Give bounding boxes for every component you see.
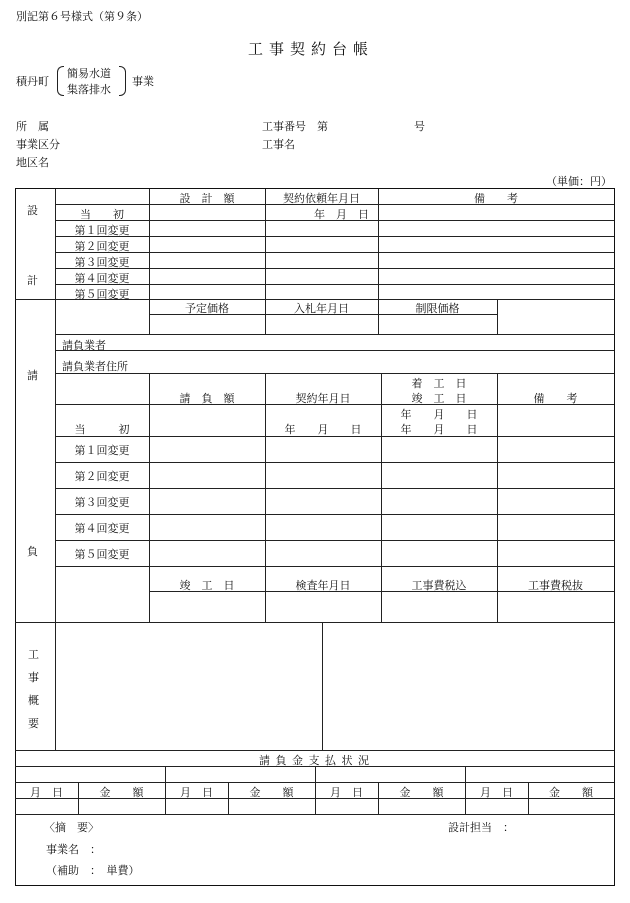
design-row-initial: 当 初: [80, 208, 124, 221]
page-title: 工事契約台帳: [248, 40, 375, 58]
contract-side-top: 請: [27, 369, 38, 382]
brace-item-water: 簡易水道: [67, 67, 111, 80]
cost-excl-tax-header: 工事費税抜: [528, 579, 583, 592]
contract-row-change-2: 第２回変更: [74, 470, 130, 483]
design-row-change-3: 第３回変更: [74, 256, 130, 269]
payment-amount-header-2: 金 額: [249, 786, 294, 799]
unit-label: （単価：円）: [546, 175, 612, 188]
design-side-bottom: 計: [27, 274, 38, 287]
right-brace: [119, 66, 126, 96]
payment-date-header-4: 月 日: [480, 786, 513, 799]
contract-date-placeholder: 年 月 日: [284, 423, 362, 436]
project-name-label: 事業名 ：: [46, 843, 101, 856]
project-type-label: 事業区分: [16, 138, 60, 151]
contract-row-change-1: 第１回変更: [74, 444, 130, 457]
designer-label: 設計担当 ：: [448, 821, 514, 834]
completion-date-placeholder: 年 月 日: [400, 423, 478, 436]
start-date-placeholder: 年 月 日: [400, 408, 478, 421]
contract-remarks-header: 備 考: [533, 392, 578, 405]
design-row-change-2: 第２回変更: [74, 240, 130, 253]
limit-price-header: 制限価格: [415, 302, 460, 315]
summary-char-2: 事: [28, 671, 39, 684]
contract-request-date-header: 契約依頼年月日: [283, 192, 360, 205]
cost-incl-tax-header: 工事費税込: [411, 579, 467, 592]
contract-side-bottom: 負: [27, 545, 38, 558]
payment-date-header-1: 月 日: [30, 786, 63, 799]
payment-amount-header-1: 金 額: [99, 786, 144, 799]
planned-price-header: 予定価格: [185, 302, 229, 315]
form-reference: 別記第６号様式（第９条）: [16, 10, 148, 23]
left-brace: [57, 66, 64, 96]
summary-char-1: 工: [28, 648, 39, 661]
work-number-suffix: 号: [414, 120, 425, 133]
design-row-change-1: 第１回変更: [74, 224, 130, 237]
payment-date-header-2: 月 日: [180, 786, 213, 799]
contractor-label: 請負業者: [62, 339, 106, 352]
subsidy-label: （補助 ： 単費）: [46, 864, 140, 877]
district-label: 地区名: [16, 156, 49, 169]
completion-day-header: 竣 工 日: [179, 579, 235, 592]
contract-row-change-4: 第４回変更: [74, 522, 130, 535]
brace-item-drainage: 集落排水: [67, 83, 111, 96]
payment-date-header-3: 月 日: [330, 786, 363, 799]
design-row-change-4: 第４回変更: [74, 272, 130, 285]
design-row-change-5: 第５回変更: [74, 288, 130, 301]
contractor-address-label: 請負業者住所: [62, 360, 128, 373]
payment-amount-header-3: 金 額: [399, 786, 444, 799]
design-remarks-header: 備 考: [474, 192, 518, 205]
contract-row-initial: 当 初: [74, 423, 130, 436]
contract-row-change-3: 第３回変更: [74, 496, 130, 509]
contract-row-change-5: 第５回変更: [74, 548, 130, 561]
inspection-date-header: 検査年月日: [295, 579, 351, 592]
design-amount-header: 設 計 額: [179, 192, 235, 205]
work-number-label: 工事番号 第: [262, 120, 328, 133]
summary-char-4: 要: [28, 717, 39, 730]
completion-date-header: 竣 工 日: [411, 392, 467, 405]
bid-date-header: 入札年月日: [294, 302, 349, 315]
town-name: 積丹町: [16, 75, 49, 88]
summary-char-3: 概: [28, 694, 39, 707]
start-date-header: 着 工 日: [411, 377, 467, 390]
project-suffix: 事業: [132, 75, 154, 88]
work-name-label: 工事名: [262, 138, 295, 151]
design-side-top: 設: [27, 204, 38, 217]
contract-date-header: 契約年月日: [295, 392, 351, 405]
contract-amount-header: 請 負 額: [179, 392, 235, 405]
payment-amount-header-4: 金 額: [549, 786, 593, 799]
payment-status-title: 請 負 金 支 払 状 況: [259, 754, 370, 767]
design-date-placeholder: 年 月 日: [314, 208, 369, 221]
affiliation-label: 所 属: [16, 120, 49, 133]
abstract-label: 〈摘 要〉: [44, 821, 99, 834]
